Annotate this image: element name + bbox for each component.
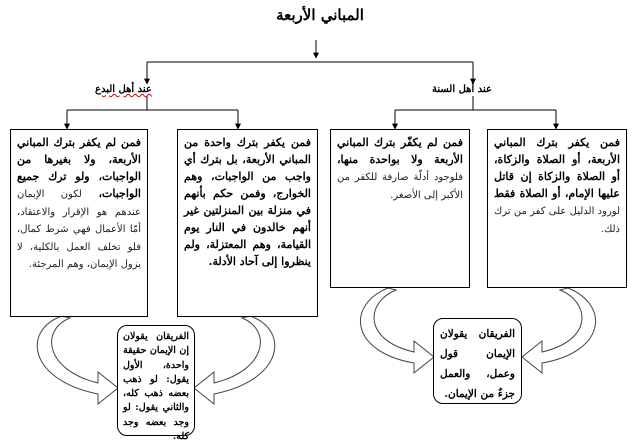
curved-arrow-left-inner <box>194 316 275 404</box>
summary-innovators-text: الفريقان يقولان إن الإيمان حقيقة واحدة، الأول يقول: لو ذهب بعضه ذهب كله، والثاني يقول: لو وجد بعضه وجد كله. <box>123 331 189 442</box>
box-murjia <box>10 129 148 317</box>
branch-label-innovators <box>95 84 152 95</box>
box-sunna-one-bold: فمن لم يكفّر بترك المباني الأربعة ولا بواحدة منها، <box>337 136 463 167</box>
branch-label-sunnis: عند أهل السنة <box>432 84 492 95</box>
diagram-title: المباني الأربعة <box>276 6 364 24</box>
box-sunna-takfir <box>487 129 627 288</box>
box-sunna-one-light: فلوجود أدلّة صارفة للكفر من الأكبر إلى الأصغر. <box>337 172 463 201</box>
curved-arrow-left-outer <box>37 316 118 404</box>
box-khawarij-text: فمن يكفر بترك واحدة من المباني الأربعة، بل بترك أي واجب من الواجبات، وهم الخوارج، وفمن حكم بأنهم في منزلة بين المنزلتين غير أنهم خالدون في النار يوم القيامة، وهم المعتزلة، ولم ينظروا إلى آحاد الأدلة. <box>184 136 311 269</box>
box-sunna-no-takfir <box>330 129 470 288</box>
box-murjia-bold: فمن لم يكفر بترك المباني الأربعة، ولا بغيرها من الواجبات، ولو ترك جميع الواجبات، <box>17 136 141 201</box>
box-khawarij-mutazila <box>177 129 318 317</box>
box-sunna-all-bold: فمن يكفر بترك المباني الأربعة، أو الصلاة والزكاة، أو الصلاة والزكاة إن قاتل عليها الإمام، أو الصلاة فقط <box>494 136 620 201</box>
summary-box-sunnis <box>433 318 522 404</box>
box-sunna-all-light: لورود الدليل على كفر من ترك ذلك. <box>494 206 620 235</box>
branch-label-innovators-text: عند أهل البدع <box>95 84 152 95</box>
summary-box-innovators <box>117 325 195 442</box>
curved-arrow-right-inner <box>522 288 596 373</box>
curved-arrow-right-outer <box>360 288 434 373</box>
summary-sunnis-text: الفريقان يقولان الإيمان قول وعمل، والعمل جزءٌ من الإيمان. <box>440 328 515 400</box>
box-murjia-light: لكون الإيمان عندهم هو الإقرار والاعتقاد، أمّا الأعمال فهي شرط كمال، فلو تخلف العمل بالكلية، لا يزول الإيمان، وهم المرجئة. <box>17 189 141 271</box>
